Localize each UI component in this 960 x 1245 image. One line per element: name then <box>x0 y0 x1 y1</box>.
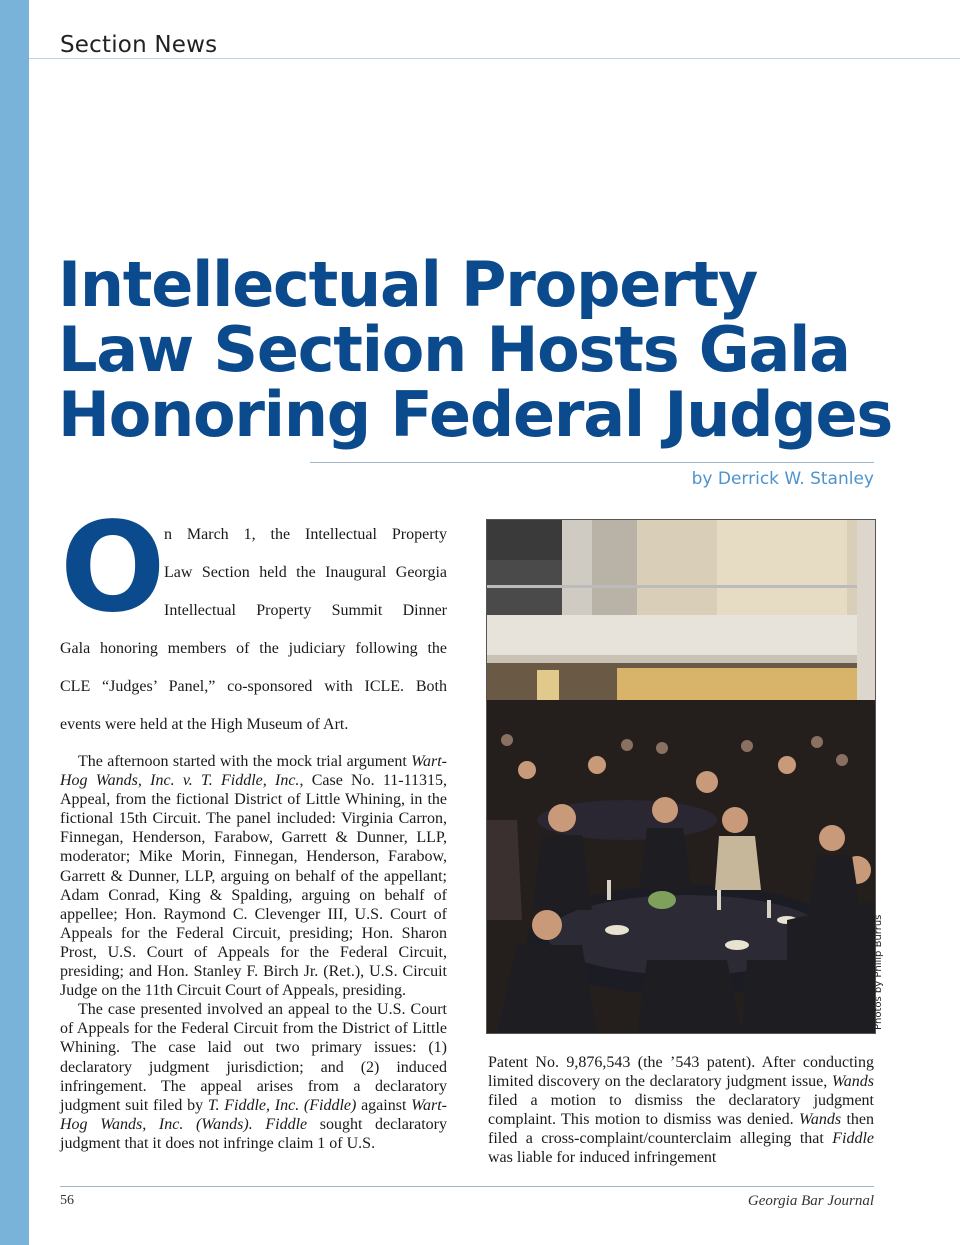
party-name: Fiddle <box>832 1130 874 1148</box>
party-name: Wart-Hog Wands, Inc. (Wands). Fiddle <box>60 1096 447 1133</box>
photo-credit: Photos by Philip Burrus <box>873 914 884 1030</box>
headline-line: Law Section Hosts Gala <box>58 313 850 386</box>
body-paragraph <box>60 752 447 1000</box>
section-label: Section News <box>60 32 218 58</box>
article-headline <box>58 248 928 451</box>
intro-line: Gala honoring members of the judiciary following the <box>60 640 447 657</box>
text-run: , Case No. 11-11315, Appeal, from the fictional District of Little Whining, in the fictional 15th Circuit. The panel included: Virginia Carron, Finnegan, Henderson, Farabow, Garrett & Dunner, LLP, moderator; Mike Morin, Finnegan, Henderson, Farabow, Garrett & Dunner, LLP, arguing on behalf of the appellant; Adam Conrad, King & Spalding, arguing on behalf of appellee; Hon. Raymond C. Clevenger III, U.S. Court of Appeals for the Federal Circuit, presiding; Hon. Sharon Prost, U.S. Court of Appeals for the Federal Circuit, presiding; and Hon. Stanley F. Birch Jr. (Ret.), U.S. Circuit Judge on the 11th Circuit Court of Appeals, presiding. <box>60 772 448 1000</box>
right-column <box>488 1053 874 1168</box>
text-run: against <box>356 1096 412 1114</box>
text-run: The afternoon started with the mock trial argument <box>78 753 412 770</box>
page-number: 56 <box>60 1193 74 1208</box>
byline: by Derrick W. Stanley <box>691 469 874 489</box>
headline-line: Honoring Federal Judges <box>58 378 893 451</box>
text-run: was liable for induced infringement <box>488 1149 717 1167</box>
intro-line: events were held at the High Museum of Art. <box>60 716 349 733</box>
section-divider <box>29 58 960 59</box>
side-accent-bar <box>0 0 29 1245</box>
intro-line: Law Section held the Inaugural Georgia <box>164 564 447 581</box>
text-run: sought declaratory judgment that it does not infringe claim 1 of U.S. <box>60 1115 447 1152</box>
intro-paragraph <box>60 496 447 744</box>
body-paragraph-continued <box>488 1053 874 1168</box>
text-run: Patent No. 9,876,543 (the ’543 patent). After conducting limited discovery on the declaratory judgment issue, <box>488 1054 874 1091</box>
party-name: T. Fiddle, Inc. (Fiddle) <box>207 1096 357 1114</box>
left-column <box>60 496 448 1153</box>
headline-line: Intellectual Property <box>58 248 758 321</box>
text-run: The case presented involved an appeal to the U.S. Court of Appeals for the Federal Circuit from the District of Little Whining. The case laid out two primary issues: (1) declaratory judgment jurisdiction; and (2) induced infringement. The appeal arises from a declaratory judgment suit filed by <box>60 1001 447 1114</box>
byline-divider <box>310 462 874 463</box>
intro-line: Intellectual Property Summit Dinner <box>164 602 447 619</box>
footer-divider <box>60 1186 874 1187</box>
gala-dinner-photo <box>486 519 876 1034</box>
intro-line: CLE “Judges’ Panel,” co-sponsored with ICLE. Both <box>60 678 447 695</box>
party-name: Wands <box>799 1111 842 1129</box>
body-paragraph <box>60 1000 447 1153</box>
drop-cap: O <box>60 496 166 640</box>
text-run: then filed a cross-complaint/counterclaim alleging that <box>488 1111 875 1148</box>
journal-name: Georgia Bar Journal <box>747 1193 874 1209</box>
party-name: Wands <box>831 1073 874 1091</box>
case-name: Wart-Hog Wands, Inc. v. T. Fiddle, Inc. <box>60 753 447 790</box>
article-body <box>60 752 447 1153</box>
text-run: filed a motion to dismiss the declaratory judgment complaint. This motion to dismiss was denied. <box>488 1092 874 1129</box>
intro-line: n March 1, the Intellectual Property <box>164 526 447 543</box>
